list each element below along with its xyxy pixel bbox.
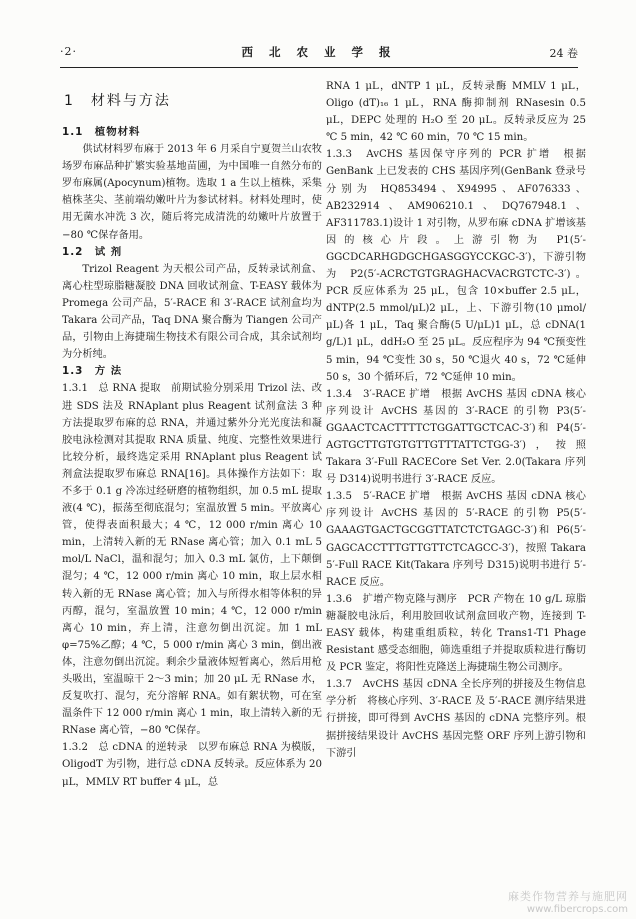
- watermark-url: www.fibercrops.com: [526, 904, 628, 915]
- paragraph-3race: 1.3.4 3′-RACE 扩增 根据 AvCHS 基因 cDNA 核心序列设计 AvCHS 基因的 3′-RACE 的引物 P3(5′-GGAACTCACTTTTCTGGATTGCTCAC-3′)和 P4(5′-AGTGCTTGTGTGTTGTTTATTCTGG-3′)，按照 Takara 3′-Full RACECore Set Ver. 2.0(Takara 序列号 D314)说明书进行 3′-RACE 反应。: [326, 388, 586, 486]
- subsection-heading-reagents: 1.2 试 剂: [62, 245, 123, 258]
- paragraph-rt-continued: RNA 1 μL，dNTP 1 μL，反转录酶 MMLV 1 μL，Oligo (dT)₁₆ 1 μL，RNA 酶抑制剂 RNasesin 0.5 μL，DEPC 处理的 H₂O 至 20 μL。反转录反应为 25 ℃ 5 min，42 ℃ 60 min，70 ℃ 15 min。: [326, 81, 586, 144]
- subsection-heading-plant-material: 1.1 植物材料: [62, 126, 141, 138]
- paragraph-reverse-transcription: 1.3.2 总 cDNA 的逆转录 以罗布麻总 RNA 为模版，OligodT 为引物，进行总 cDNA 反转录。反应体系为 20 μL，MMLV RT buffer 4 μL，总: [62, 742, 322, 788]
- page-number: ·2·: [60, 45, 77, 58]
- paragraph-reagents: Trizol Reagent 为天根公司产品，反转录试剂盒、离心柱型琼脂糖凝胶 DNA 回收试剂盒、T-EASY 载体为 Promega 公司产品，5′-RACE 和 3′-RACE 试剂盒均为 Takara 公司产品，Taq DNA 聚合酶为 Tiangen 公司产品，引物由上海捷瑞生物技术有限公司合成，其余试剂均为分析纯。: [62, 263, 322, 361]
- watermark: [508, 888, 628, 915]
- left-column: [62, 78, 322, 791]
- right-column: [326, 78, 586, 762]
- paragraph-sequence-assembly: 1.3.7 AvCHS 基因 cDNA 全长序列的拼接及生物信息学分析 将核心序列、3′-RACE 及 5′-RACE 测序结果进行拼接，即可得到 AvCHS 基因的 cDNA 完整序列。根据拼接结果设计 AvCHS 基因完整 ORF 序列上游引物和下游引: [326, 679, 586, 759]
- subsection-heading-methods: 1.3 方 法: [62, 365, 123, 378]
- paragraph-5race: 1.3.5 5′-RACE 扩增 根据 AvCHS 基因 cDNA 核心序列设计 AvCHS 基因的 5′-RACE 的引物 P5(5′-GAAAGTGACTGCGGTTATCTCTGAGC-3′)和 P6(5′-GAGCACCTTTGTTGTTCTCAGCC-3′)，按照 Takara 5′-Full RACE Kit(Takara 序列号 D315)说明书进行 5′-RACE 反应。: [326, 491, 586, 588]
- paragraph-plant-material: 供试材料罗布麻于 2013 年 6 月采自宁夏贺兰山农牧场罗布麻品种扩繁实验基地苗圃，为中国唯一自然分布的罗布麻属(Apocynum)植物。选取 1 a 生以上植株，采集植株茎尖、茎前端幼嫩叶片为参试材料。材料处理时，使用无菌水冲洗 3 次，随后将完成清洗的幼嫩叶片放置于 −80 ℃保存备用。: [62, 144, 322, 241]
- running-header: [60, 43, 578, 63]
- volume-label: 24 卷: [549, 47, 578, 60]
- header-rule: [60, 67, 578, 68]
- paragraph-pcr-amplification: 1.3.3 AvCHS 基因保守序列的 PCR 扩增 根据 GenBank 上已发表的 CHS 基因序列(GenBank 登录号分别为 HQ853494、X94995、AF076333、AB232914、AM906210.1、DQ767948.1、AF311783.1)设计 1 对引物，从罗布麻 cDNA 扩增该基因的核心片段。上游引物为 P1(5′-GGCDCARHGDGCHGASGGYCCKGC-3′)，下游引物为 P2(5′-ACRCTGTGRAGHACVACRGTCTC-3′)。PCR 反应体系为 25 μL，包含 10×buffer 2.5 μL，dNTP(2.5 mmol/μL)2 μL，上、下游引物(10 μmol/μL)各 1 μL，Taq 聚合酶(5 U/μL)1 μL，总 cDNA(1 g/L)1 μL，ddH₂O 至 25 μL。反应程序为 94 ℃预变性 5 min，94 ℃变性 30 s，50 ℃退火 40 s，72 ℃延伸 50 s，30 个循环后，72 ℃延伸 10 min。: [326, 149, 586, 383]
- section-heading: 1 材料与方法: [64, 93, 171, 109]
- journal-title: 西 北 农 业 学 报: [241, 45, 397, 59]
- watermark-site-name: 麻类作物营养与施肥网: [508, 890, 628, 903]
- paragraph-cloning-sequencing: 1.3.6 扩增产物克隆与测序 PCR 产物在 10 g/L 琼脂糖凝胶电泳后，利用胶回收试剂盒回收产物，连接到 T-EASY 载体，构建重组质粒，转化 Trans1-T1 Phage Resistant 感受态细胞，筛选重组子并提取质粒进行酶切及 PCR 鉴定，将阳性克隆送上海捷瑞生物公司测序。: [326, 593, 586, 674]
- paragraph-rna-extraction: 1.3.1 总 RNA 提取 前期试验分别采用 Trizol 法、改进 SDS 法及 RNAplant plus Reagent 试剂盒法 3 种方法提取罗布麻的总 RNA，并通过紫外分光光度法和凝胶电泳检测对其提取 RNA 质量、纯度、完整性效果进行比较分析，最终选定采用 RNAplant plus Reagent 试剂盒法提取罗布麻总 RNA[16]。具体操作方法如下：取不多于 0.1 g 冷冻过经研磨的植物组织，加 0.5 mL 提取液(4 ℃)，振荡至彻底混匀；室温放置 5 min。平放离心管，使得表面积最大；4 ℃，12 000 r/min 离心 10 min，上清转入新的无 RNase 离心管；加入 0.1 mL 5 mol/L NaCl，温和混匀；加入 0.3 mL 氯仿，上下颠倒混匀；4 ℃，12 000 r/min 离心 10 min，取上层水相转入新的无 RNase 离心管；加入与所得水相等体积的异丙醇，混匀，室温放置 10 min；4 ℃，12 000 r/min 离心 10 min，弃上清，注意勿倒出沉淀。加 1 mL φ=75%乙醇；4 ℃，5 000 r/min 离心 3 min，倒出液体，注意勿倒出沉淀。剩余少量液体短暂离心，然后用枪头吸出，室温晾干 2～3 min；加 20 μL 无 RNase 水，反复吹打、混匀，充分溶解 RNA。如有絮状物，可在室温条件下 12 000 r/min 离心 1 min，取上清转入新的无 RNase 离心管，−80 ℃保存。: [62, 383, 322, 737]
